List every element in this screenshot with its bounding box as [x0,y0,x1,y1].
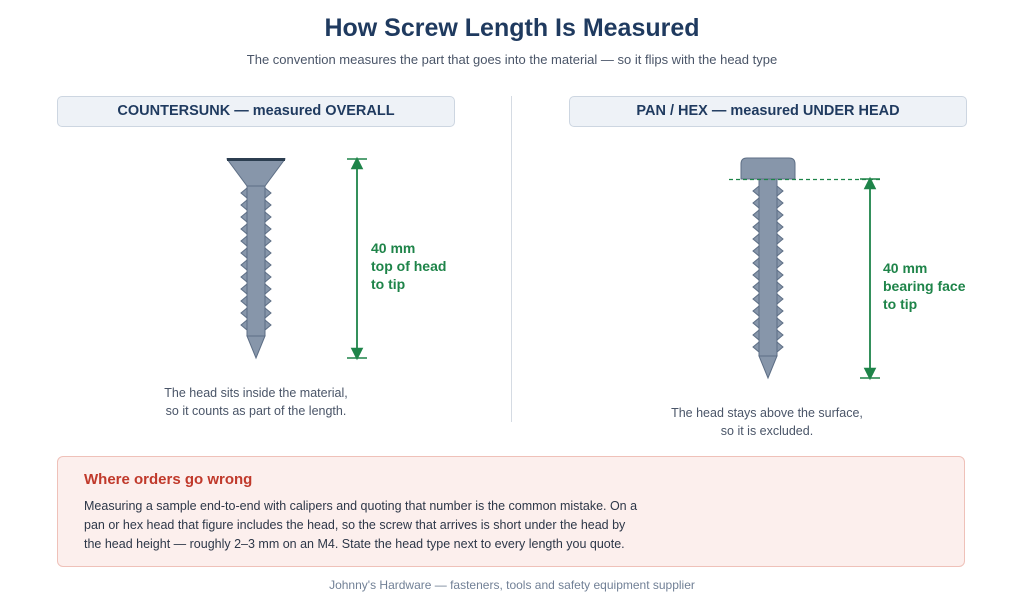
countersunk-caption-line: so it counts as part of the length. [165,404,347,418]
pan-measure-label [883,259,965,313]
pan-dimension [860,179,880,378]
page-subtitle: The convention measures the part that goes into the material — so it flips with the head type [246,52,778,67]
page-title: How Screw Length Is Measured [324,14,700,42]
footer: Johnny's Hardware — fasteners, tools and safety equipment supplier [329,578,695,592]
countersunk-caption [106,384,406,420]
pan-head-screw-icon [741,158,795,378]
warning-body [84,497,674,554]
countersunk-panel-header: COUNTERSUNK — measured OVERALL [57,96,455,127]
countersunk-screw-icon [227,159,285,358]
warning-body-line: Measuring a sample end-to-end with calipers and quoting that number is the common mistake. On a [84,499,638,513]
countersunk-tip [247,336,265,358]
countersunk-head [227,159,285,186]
pan-head [741,158,795,179]
pan-caption-line: so it is excluded. [720,424,814,438]
pan-caption-line: The head stays above the surface, [671,406,863,420]
countersunk-dimension [347,159,367,358]
countersunk-caption-line: The head sits inside the material, [164,386,348,400]
pan-measure-to: to tip [883,296,918,312]
countersunk-measure-value: 40 mm [371,240,416,256]
pan-measure-from: bearing face [883,278,966,294]
pan-hex-panel-header: PAN / HEX — measured UNDER HEAD [569,96,967,127]
pan-shank [759,179,777,356]
pan-tip [759,356,777,378]
warning-body-line: the head height — roughly 2–3 mm on an M4. State the head type next to every length you quote. [84,537,625,551]
countersunk-measure-label [371,239,446,293]
warning-body-line: pan or hex head that figure includes the head, so the screw that arrives is short under the head by [84,518,626,532]
countersunk-measure-to: to tip [371,276,406,292]
pan-measure-value: 40 mm [883,260,928,276]
pan-caption [617,404,917,440]
warning-title: Where orders go wrong [84,471,253,488]
countersunk-measure-from: top of head [371,258,447,274]
warning-box [57,456,965,567]
countersunk-shank [247,186,265,336]
